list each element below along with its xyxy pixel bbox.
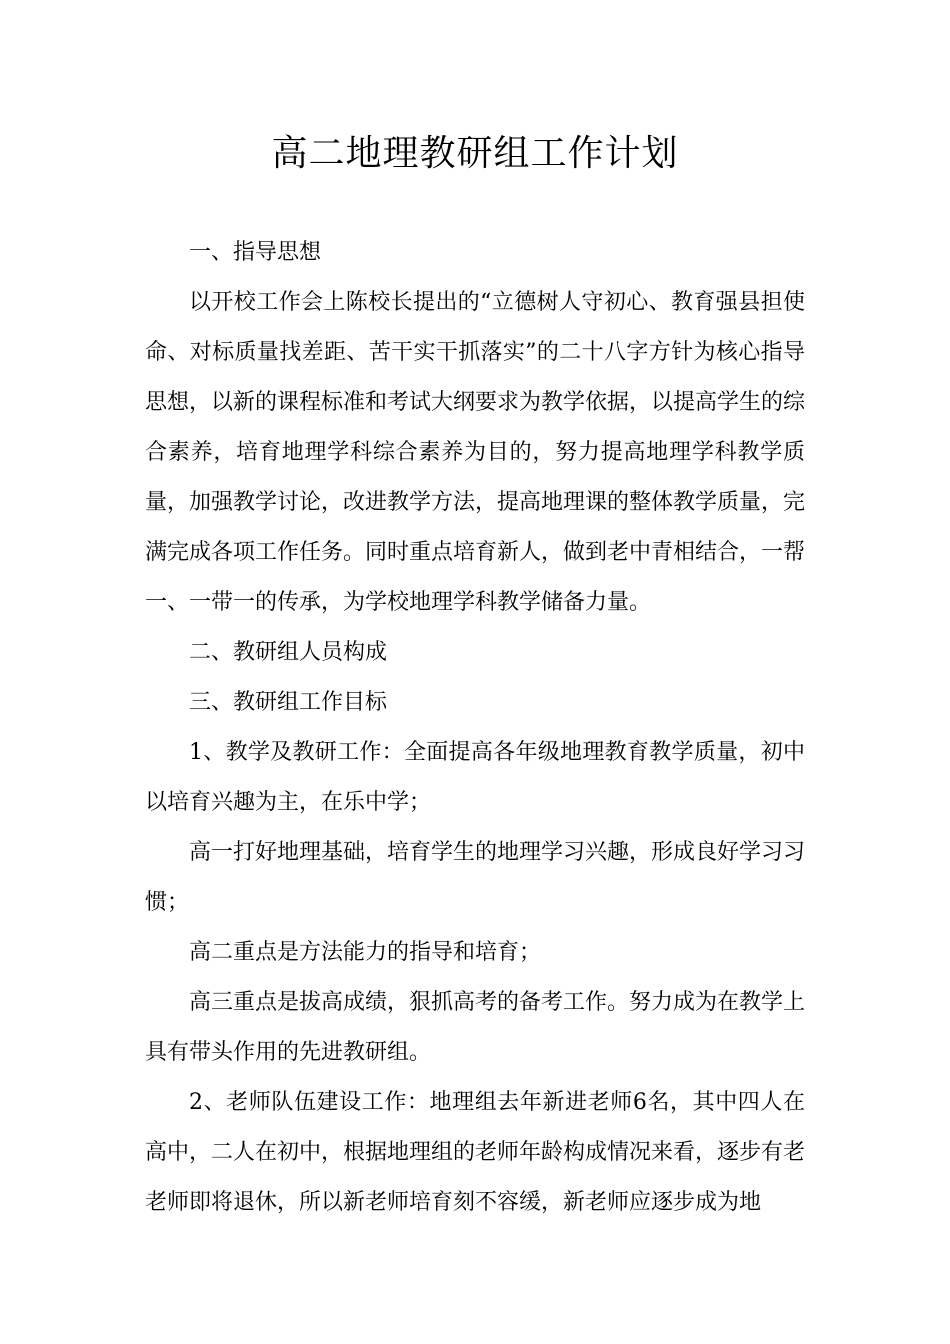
paragraph-grade-three: 高三重点是拔高成绩，狠抓高考的备考工作。努力成为在教学上具有带头作用的先进教研组。	[145, 990, 806, 1065]
paragraph-grade-two: 高二重点是方法能力的指导和培育；	[189, 940, 542, 965]
heading-staff-composition: 二、教研组人员构成	[189, 640, 388, 665]
heading-work-goals: 三、教研组工作目标	[189, 690, 388, 715]
paragraph-guiding-thought: 以开校工作会上陈校长提出的“立德树人守初心、教育强县担使命、对标质量找差距、苦干实干抓落实”的二十八字方针为核心指导思想，以新的课程标准和考试大纲要求为教学依据，以提高学生的综合素养，培育地理学科综合素养为目的，努力提高地理学科教学质量，加强教学讨论，改进教学方法，提高地理课的整体教学质量，完满完成各项工作任务。同时重点培育新人，做到老中青相结合，一帮一、一带一的传承，为学校地理学科教学储备力量。	[145, 290, 806, 615]
paragraph-teacher-team: 2、老师队伍建设工作：地理组去年新进老师6名，其中四人在高中，二人在初中，根据地理组的老师年龄构成情况来看，逐步有老老师即将退休，所以新老师培育刻不容缓，新老师应逐步成为地	[145, 1090, 806, 1215]
paragraph-teaching-research: 1、教学及教研工作：全面提高各年级地理教育教学质量，初中以培育兴趣为主，在乐中学；	[145, 740, 805, 815]
document-title: 高二地理教研组工作计划	[271, 133, 679, 174]
document-body	[145, 228, 805, 1228]
heading-guiding-thought: 一、指导思想	[189, 240, 322, 265]
paragraph-grade-one: 高一打好地理基础，培育学生的地理学习兴趣，形成良好学习习惯；	[145, 840, 806, 915]
